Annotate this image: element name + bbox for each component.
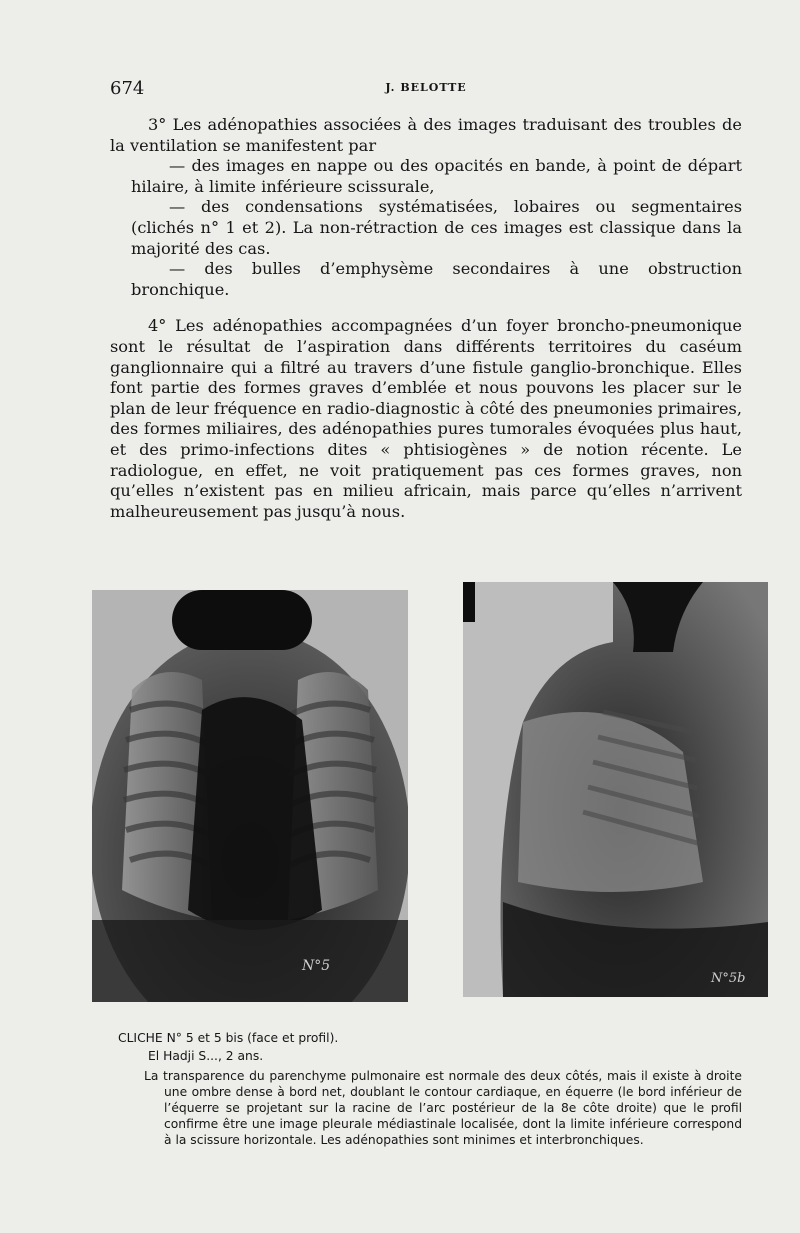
xray-face-mark: N°5 (302, 958, 331, 974)
caption-description: La transparence du parenchyme pulmonaire est normale des deux côtés, mais il existe à droite une ombre dense à bord net, doublant le contour cardiaque, en équerre (le bord inférieur de l’équerre se projetant sur la racine de l’arc postérieur de la 8e côte droite) que le profil confirme être une image pleurale médiastinale localisée, dont la limite inférieure correspond à la scissure horizontale. Les adénopathies sont minimes et interbronchiques. (144, 1069, 742, 1147)
page-number: 674 (110, 78, 145, 99)
caption-subject: El Hadji S..., 2 ans. (148, 1049, 264, 1063)
section3-intro: 3° Les adénopathies associées à des images traduisant des troubles de la ventilation se manifestent par (110, 115, 742, 155)
page-header (110, 78, 742, 100)
running-head: J. BELOTTE (385, 81, 467, 94)
section3-item-3: — des bulles d’emphysème secondaires à une obstruction bronchique. (131, 259, 742, 299)
caption-title: CLICHE N° 5 et 5 bis (face et profil). (118, 1031, 339, 1045)
section4-paragraph: 4° Les adénopathies accompagnées d’un foyer broncho-pneumonique sont le résultat de l’aspiration dans différents territoires du caséum ganglionnaire qui a filtré au travers d’une fistule ganglio-bronchique. Elles font partie des formes graves d’emblée et nous pouvons les placer sur le plan de leur fréquence en radio-diagnostic à côté des pneumonies primaires, des formes miliaires, des adénopathies pures tumorales évoquées plus haut, et des primo-infections dites « phtisiogènes » de notion récente. Le radiologue, en effet, ne voit pratiquement pas ces formes graves, non qu’elles n’existent pas en milieu africain, mais parce qu’elles n’arrivent malheureusement pas jusqu’à nous. (110, 316, 743, 521)
xray-profile-mark: N°5b (711, 971, 746, 986)
section3-item-2: — des condensations systématisées, lobaires ou segmentaires (clichés n° 1 et 2). La non-rétraction de ces images est classique dans la majorité des cas. (131, 197, 742, 258)
chest-xray-frontal-image (92, 590, 408, 1002)
section3-item-1: — des images en nappe ou des opacités en bande, à point de départ hilaire, à limite inférieure scissurale, (131, 156, 742, 196)
body-text (110, 115, 742, 522)
figure-caption (118, 1030, 742, 1148)
chest-xray-lateral-image (463, 582, 768, 997)
